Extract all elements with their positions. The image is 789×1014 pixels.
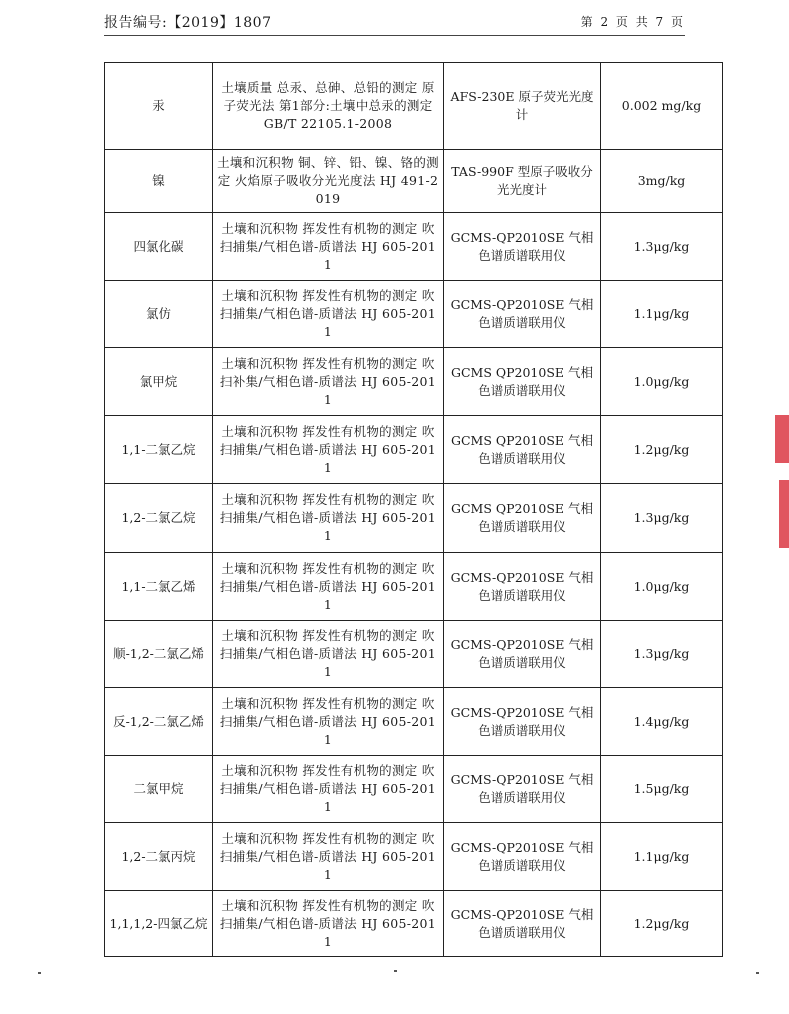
instrument-cell: AFS-230E 原子荧光光度计: [444, 63, 601, 150]
detection-method-table: [104, 62, 723, 957]
table-row: [105, 823, 723, 891]
table-row: [105, 553, 723, 621]
detection-limit-cell: 1.0μg/kg: [601, 348, 723, 416]
method-cell: 土壤和沉积物 挥发性有机物的测定 吹扫捕集/气相色谱-质谱法 HJ 605-2011: [213, 823, 444, 891]
item-cell: 1,2-二氯丙烷: [105, 823, 213, 891]
instrument-cell: GCMS-QP2010SE 气相色谱质谱联用仪: [444, 756, 601, 823]
instrument-cell: GCMS-QP2010SE 气相色谱质谱联用仪: [444, 281, 601, 348]
page-info: 第 2 页 共 7 页: [580, 15, 685, 29]
item-cell: 1,1,1,2-四氯乙烷: [105, 891, 213, 957]
detection-limit-cell: 1.4μg/kg: [601, 688, 723, 756]
method-cell: 土壤和沉积物 挥发性有机物的测定 吹扫捕集/气相色谱-质谱法 HJ 605-2011: [213, 688, 444, 756]
instrument-cell: GCMS-QP2010SE 气相色谱质谱联用仪: [444, 553, 601, 621]
method-cell: 土壤和沉积物 挥发性有机物的测定 吹扫捕集/气相色谱-质谱法 HJ 605-2011: [213, 484, 444, 553]
detection-limit-cell: 1.5μg/kg: [601, 756, 723, 823]
method-cell: 土壤和沉积物 铜、锌、铅、镍、铬的测定 火焰原子吸收分光光度法 HJ 491-2019: [213, 150, 444, 213]
seal-stamp-edge-upper: [775, 415, 789, 463]
instrument-cell: GCMS-QP2010SE 气相色谱质谱联用仪: [444, 621, 601, 688]
table-row: [105, 150, 723, 213]
header-divider: [104, 35, 685, 36]
item-cell: 反-1,2-二氯乙烯: [105, 688, 213, 756]
table-row: [105, 63, 723, 150]
detection-limit-cell: 1.1μg/kg: [601, 281, 723, 348]
detection-limit-cell: 1.3μg/kg: [601, 484, 723, 553]
detection-limit-cell: 1.2μg/kg: [601, 416, 723, 484]
item-cell: 四氯化碳: [105, 213, 213, 281]
item-cell: 氯甲烷: [105, 348, 213, 416]
instrument-cell: GCMS QP2010SE 气相色谱质谱联用仪: [444, 416, 601, 484]
table-row: [105, 213, 723, 281]
item-cell: 汞: [105, 63, 213, 150]
instrument-cell: GCMS-QP2010SE 气相色谱质谱联用仪: [444, 688, 601, 756]
table-row: [105, 891, 723, 957]
detection-limit-cell: 1.1μg/kg: [601, 823, 723, 891]
table-row: [105, 688, 723, 756]
table-row: [105, 348, 723, 416]
item-cell: 镍: [105, 150, 213, 213]
item-cell: 1,2-二氯乙烷: [105, 484, 213, 553]
report-number: 报告编号:【2019】1807: [104, 15, 272, 31]
instrument-cell: GCMS-QP2010SE 气相色谱质谱联用仪: [444, 823, 601, 891]
item-cell: 1,1-二氯乙烯: [105, 553, 213, 621]
method-cell: 土壤和沉积物 挥发性有机物的测定 吹扫捕集/气相色谱-质谱法 HJ 605-2011: [213, 281, 444, 348]
item-cell: 氯仿: [105, 281, 213, 348]
detection-limit-cell: 1.0μg/kg: [601, 553, 723, 621]
table-row: [105, 416, 723, 484]
detection-limit-cell: 0.002 mg/kg: [601, 63, 723, 150]
scan-speck: [756, 972, 759, 974]
instrument-cell: GCMS-QP2010SE 气相色谱质谱联用仪: [444, 891, 601, 957]
instrument-cell: GCMS QP2010SE 气相色谱质谱联用仪: [444, 484, 601, 553]
detection-limit-cell: 3mg/kg: [601, 150, 723, 213]
method-cell: 土壤和沉积物 挥发性有机物的测定 吹扫捕集/气相色谱-质谱法 HJ 605-2011: [213, 891, 444, 957]
instrument-cell: GCMS-QP2010SE 气相色谱质谱联用仪: [444, 213, 601, 281]
method-cell: 土壤和沉积物 挥发性有机物的测定 吹扫补集/气相色谱-质谱法 HJ 605-2011: [213, 348, 444, 416]
table-row: [105, 484, 723, 553]
instrument-cell: GCMS QP2010SE 气相色谱质谱联用仪: [444, 348, 601, 416]
method-cell: 土壤和沉积物 挥发性有机物的测定 吹扫捕集/气相色谱-质谱法 HJ 605-2011: [213, 213, 444, 281]
item-cell: 1,1-二氯乙烷: [105, 416, 213, 484]
method-cell: 土壤和沉积物 挥发性有机物的测定 吹扫捕集/气相色谱-质谱法 HJ 605-2011: [213, 756, 444, 823]
method-cell: 土壤和沉积物 挥发性有机物的测定 吹扫捕集/气相色谱-质谱法 HJ 605-2011: [213, 621, 444, 688]
method-cell: 土壤和沉积物 挥发性有机物的测定 吹扫捕集/气相色谱-质谱法 HJ 605-2011: [213, 416, 444, 484]
item-cell: 顺-1,2-二氯乙烯: [105, 621, 213, 688]
detection-limit-cell: 1.3μg/kg: [601, 213, 723, 281]
scan-speck: [394, 970, 397, 972]
detection-limit-cell: 1.2μg/kg: [601, 891, 723, 957]
item-cell: 二氯甲烷: [105, 756, 213, 823]
scan-speck: [38, 972, 41, 974]
table-row: [105, 621, 723, 688]
instrument-cell: TAS-990F 型原子吸收分光光度计: [444, 150, 601, 213]
seal-stamp-edge-lower: [779, 480, 789, 548]
detection-limit-cell: 1.3μg/kg: [601, 621, 723, 688]
method-cell: 土壤和沉积物 挥发性有机物的测定 吹扫捕集/气相色谱-质谱法 HJ 605-2011: [213, 553, 444, 621]
method-cell: 土壤质量 总汞、总砷、总铅的测定 原子荧光法 第1部分:土壤中总汞的测定 GB/T 22105.1-2008: [213, 63, 444, 150]
table-row: [105, 281, 723, 348]
table-row: [105, 756, 723, 823]
